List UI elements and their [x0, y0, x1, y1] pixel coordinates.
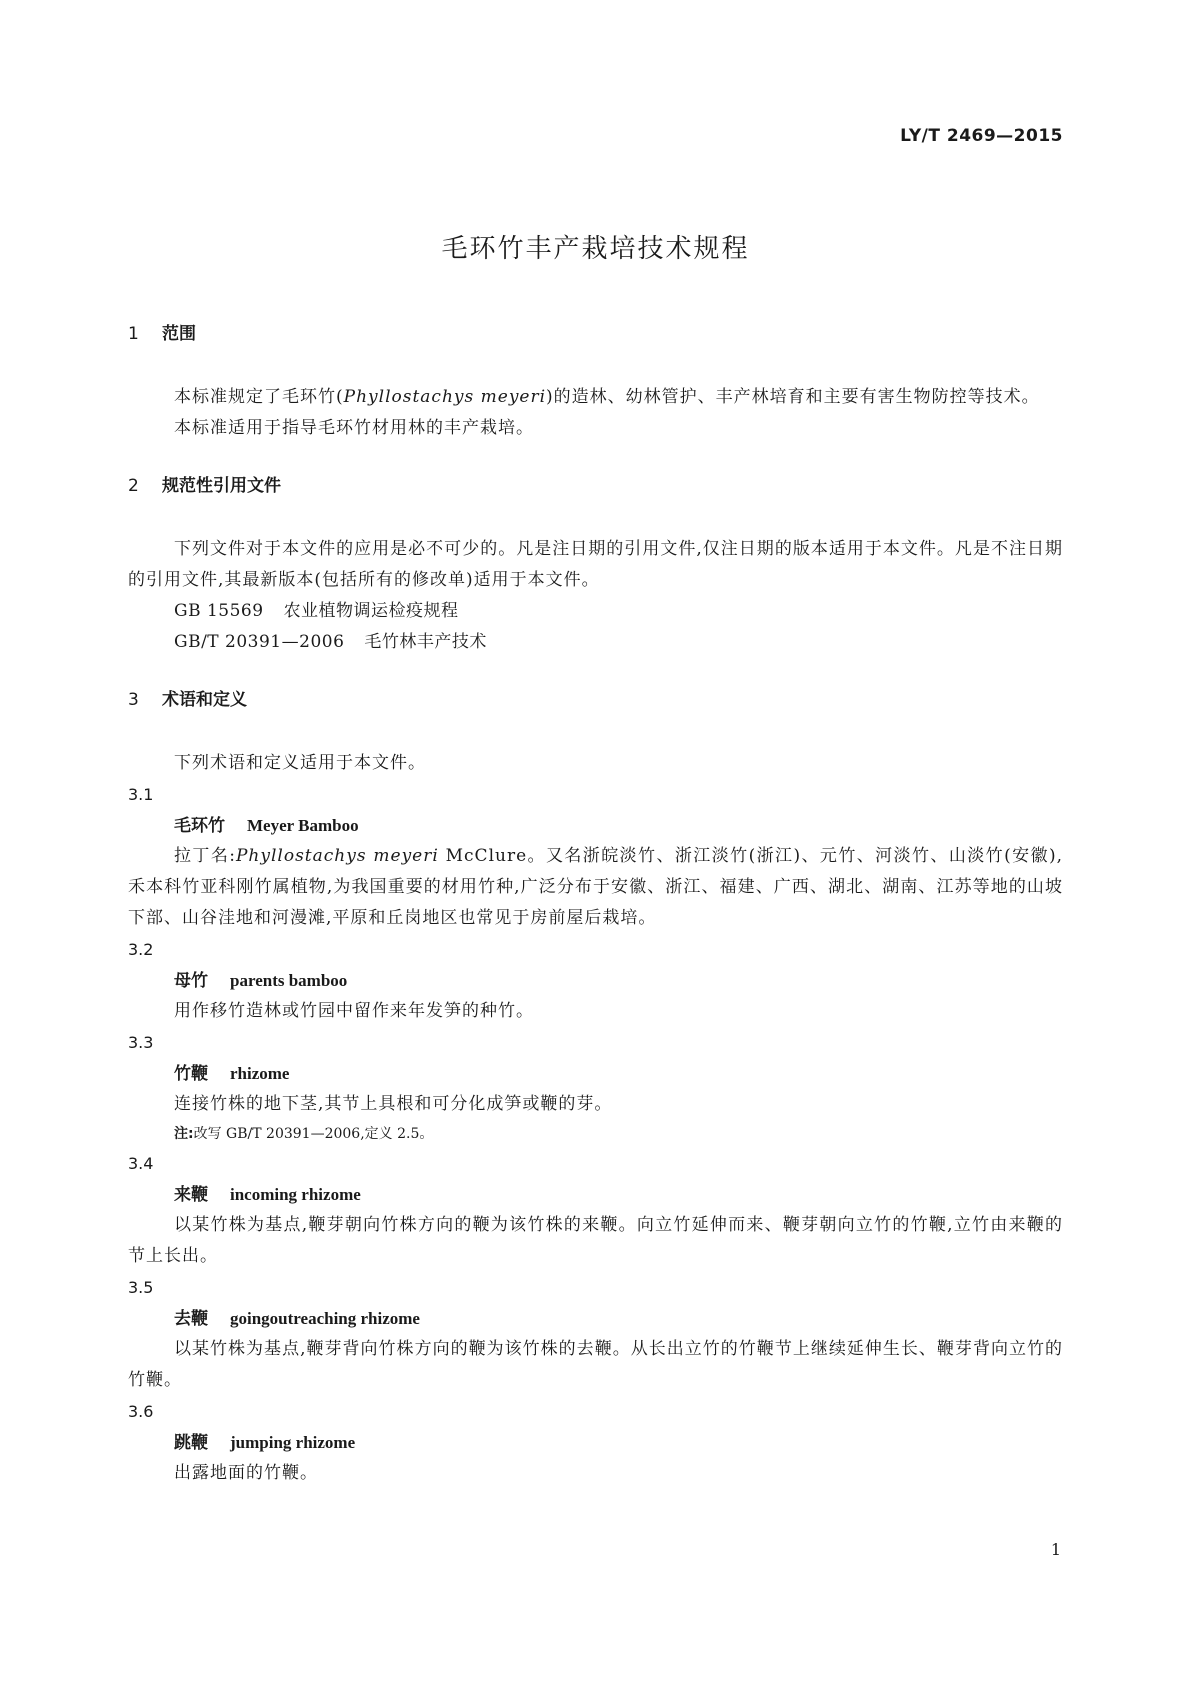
term-en: incoming rhizome [230, 1185, 361, 1204]
term-definition: 用作移竹造林或竹园中留作来年发笋的种竹。 [174, 1001, 534, 1021]
text-run: McClure。又名浙皖淡竹、浙江淡竹(浙江)、元竹、河淡竹、山淡竹(安徽),禾本科竹亚科刚竹属植物,为我国重要的材用竹种,广泛分布于安徽、浙江、福建、广西、湖北、湖南、江苏等地的山坡下部、山谷洼地和河漫滩,平原和丘岗地区也常见于房前屋后栽培。 [128, 846, 1064, 928]
term-en: Meyer Bamboo [247, 816, 359, 835]
latin-name: Phyllostachys meyeri [343, 387, 547, 407]
scope-paragraph-2: 本标准适用于指导毛环竹材用林的丰产栽培。 [174, 418, 534, 438]
term-note [128, 1120, 1063, 1148]
standard-code: LY/T 2469—2015 [900, 126, 1063, 146]
term-definition: 以某竹株为基点,鞭芽朝向竹株方向的鞭为该竹株的来鞭。向立竹延伸而来、鞭芽朝向立竹的竹鞭,立竹由来鞭的节上长出。 [128, 1215, 1063, 1266]
term-definition: 出露地面的竹鞭。 [174, 1463, 318, 1483]
section-title: 术语和定义 [162, 690, 247, 710]
scope-paragraph-1 [128, 382, 1063, 413]
term-zh: 母竹 [174, 971, 208, 991]
section-heading-terms [128, 688, 1063, 712]
document-body [128, 322, 1063, 1489]
section-heading-scope [128, 322, 1063, 346]
term-zh: 毛环竹 [174, 816, 225, 836]
section-title: 范围 [162, 324, 196, 344]
reference-title: 农业植物调运检疫规程 [283, 601, 459, 621]
term-number: 3.1 [128, 785, 154, 804]
term-zh: 来鞭 [174, 1185, 208, 1205]
text-run: 本标准规定了毛环竹( [174, 387, 344, 407]
section-number: 1 [128, 324, 139, 344]
reference-item [128, 627, 1063, 658]
term-number: 3.4 [128, 1154, 154, 1173]
text-run: 拉丁名: [174, 846, 236, 866]
reference-item [128, 596, 1063, 627]
term-heading [128, 1427, 1063, 1458]
document-title: 毛环竹丰产栽培技术规程 [441, 234, 750, 264]
term-number: 3.3 [128, 1033, 154, 1052]
term-zh: 去鞭 [174, 1309, 208, 1329]
term-definition: 连接竹株的地下茎,其节上具根和可分化成笋或鞭的芽。 [174, 1094, 613, 1114]
page-number: 1 [1050, 1540, 1061, 1559]
term-heading [128, 1058, 1063, 1089]
section-number: 2 [128, 476, 139, 496]
term-en: parents bamboo [230, 971, 348, 990]
term-heading [128, 1303, 1063, 1334]
reference-code: GB/T 20391—2006 [174, 632, 345, 652]
section-heading-references [128, 474, 1063, 498]
term-heading [128, 810, 1063, 841]
term-heading [128, 1179, 1063, 1210]
term-en: rhizome [230, 1064, 290, 1083]
section-number: 3 [128, 690, 139, 710]
term-number: 3.6 [128, 1402, 154, 1421]
note-label: 注: [174, 1126, 194, 1142]
note-text: 改写 GB/T 20391—2006,定义 2.5。 [193, 1126, 434, 1142]
term-number: 3.5 [128, 1278, 154, 1297]
term-definition [128, 841, 1063, 934]
term-zh: 竹鞭 [174, 1064, 208, 1084]
section-title: 规范性引用文件 [162, 476, 281, 496]
term-zh: 跳鞭 [174, 1433, 208, 1453]
term-definition: 以某竹株为基点,鞭芽背向竹株方向的鞭为该竹株的去鞭。从长出立竹的竹鞭节上继续延伸生长、鞭芽背向立竹的竹鞭。 [128, 1339, 1063, 1390]
terms-intro: 下列术语和定义适用于本文件。 [174, 753, 426, 773]
latin-name: Phyllostachys meyeri [235, 846, 439, 866]
text-run: )的造林、幼林管护、丰产林培育和主要有害生物防控等技术。 [546, 387, 1040, 407]
term-heading [128, 965, 1063, 996]
references-intro: 下列文件对于本文件的应用是必不可少的。凡是注日期的引用文件,仅注日期的版本适用于本文件。凡是不注日期的引用文件,其最新版本(包括所有的修改单)适用于本文件。 [128, 539, 1063, 590]
term-number: 3.2 [128, 940, 154, 959]
reference-title: 毛竹林丰产技术 [364, 632, 487, 652]
term-en: goingoutreaching rhizome [230, 1309, 420, 1328]
term-en: jumping rhizome [230, 1433, 356, 1452]
reference-code: GB 15569 [174, 601, 264, 621]
